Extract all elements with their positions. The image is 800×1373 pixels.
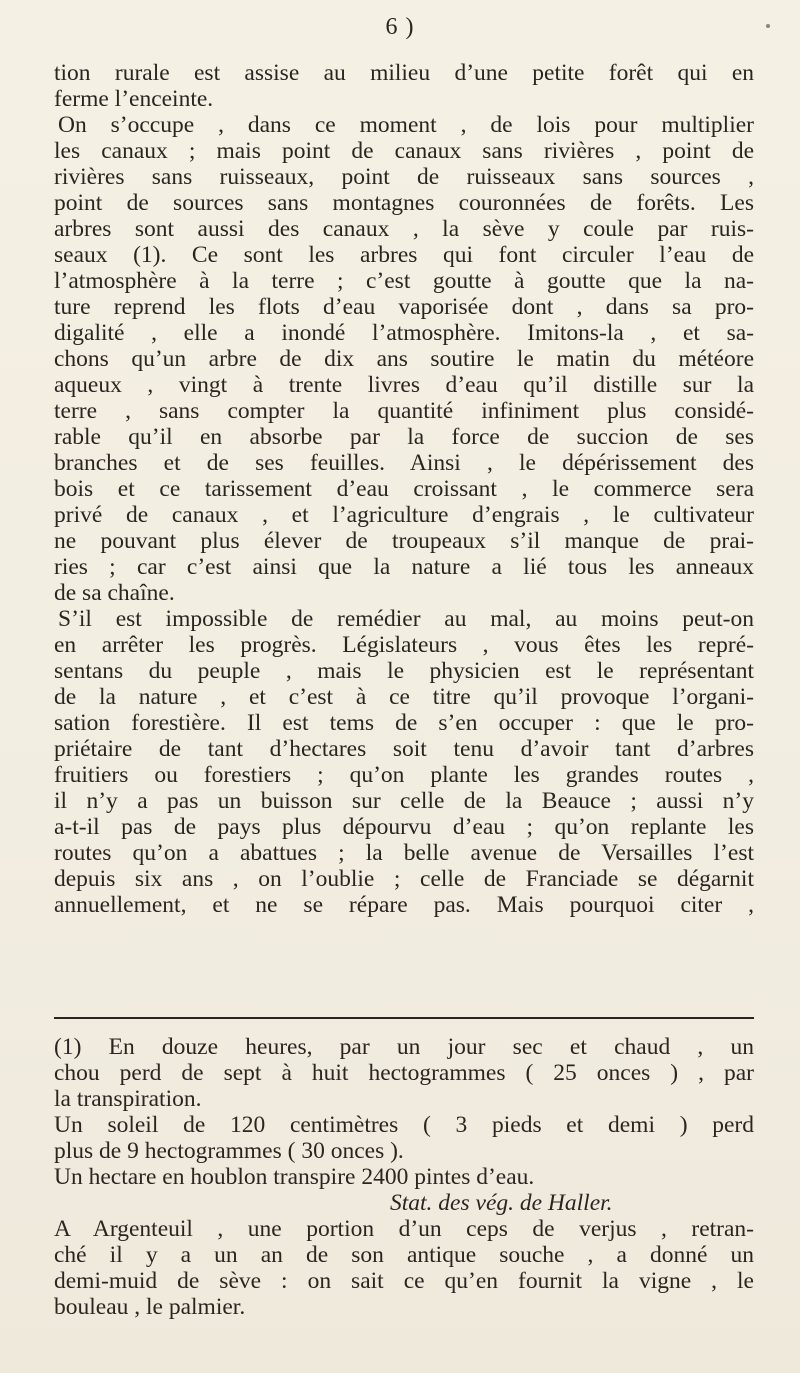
text-line: annuellement, et ne se répare pas. Mais pourquoi citer ,	[54, 892, 754, 918]
footnote-line: la transpiration.	[54, 1086, 202, 1112]
text-line: fruitiers ou forestiers ; qu’on plante les grandes routes ,	[54, 762, 754, 788]
text-line: sentans du peuple , mais le physicien est le représentant	[54, 658, 754, 684]
footnote-line: plus de 9 hectogrammes ( 30 onces ).	[54, 1138, 404, 1164]
footnote-line: demi-muid de sève : on sait ce qu’en fournit la vigne , le	[54, 1268, 754, 1294]
text-line: bois et ce tarissement d’eau croissant , le commerce sera	[54, 476, 754, 502]
footnotes	[54, 1034, 754, 1320]
text-line: S’il est impossible de remédier au mal, au moins peut-on	[58, 606, 754, 632]
footnote-line: bouleau , le palmier.	[54, 1294, 246, 1320]
text-line: arbres sont aussi des canaux , la sève y coule par ruis-	[54, 216, 754, 242]
footnote-line: ché il y a un an de son antique souche , a donné un	[54, 1242, 754, 1268]
text-line: point de sources sans montagnes couronnées de forêts. Les	[54, 190, 754, 216]
page-number: 6 )	[385, 14, 415, 40]
footnote-line: (1) En douze heures, par un jour sec et chaud , un	[54, 1034, 754, 1060]
text-line: branches et de ses feuilles. Ainsi , le dépérissement des	[54, 450, 754, 476]
text-line: a-t-il pas de pays plus dépourvu d’eau ; qu’on replante les	[54, 814, 754, 840]
text-line: depuis six ans , on l’oublie ; celle de Franciade se dégarnit	[54, 866, 754, 892]
footnote-line: Un soleil de 120 centimètres ( 3 pieds et demi ) perd	[54, 1112, 754, 1138]
text-line: de sa chaîne.	[54, 580, 175, 606]
text-line: privé de canaux , et l’agriculture d’engrais , le cultivateur	[54, 502, 754, 528]
text-line: ries ; car c’est ainsi que la nature a lié tous les anneaux	[54, 554, 754, 580]
text-line: routes qu’on a abattues ; la belle avenue de Versailles l’est	[54, 840, 754, 866]
text-line: ne pouvant plus élever de troupeaux s’il manque de prai-	[54, 528, 754, 554]
footnote-source: Stat. des vég. de Haller.	[390, 1190, 613, 1216]
text-line: rable qu’il en absorbe par la force de succion de ses	[54, 424, 754, 450]
footnote-divider	[54, 1017, 754, 1019]
text-line: On s’occupe , dans ce moment , de lois pour multiplier	[58, 112, 754, 138]
main-text	[54, 60, 754, 918]
text-line: en arrêter les progrès. Législateurs , vous êtes les repré-	[54, 632, 754, 658]
text-line: sation forestière. Il est tems de s’en occuper : que le pro-	[54, 710, 754, 736]
text-line: priétaire de tant d’hectares soit tenu d’avoir tant d’arbres	[54, 736, 754, 762]
text-line: digalité , elle a inondé l’atmosphère. Imitons-la , et sa-	[54, 320, 754, 346]
text-line: ferme l’enceinte.	[54, 86, 214, 112]
text-line: de la nature , et c’est à ce titre qu’il provoque l’organi-	[54, 684, 754, 710]
text-line: seaux (1). Ce sont les arbres qui font circuler l’eau de	[54, 242, 754, 268]
text-line: terre , sans compter la quantité infiniment plus considé-	[54, 398, 754, 424]
text-line: chons qu’un arbre de dix ans soutire le matin du météore	[54, 346, 754, 372]
text-line: il n’y a pas un buisson sur celle de la Beauce ; aussi n’y	[54, 788, 754, 814]
text-line: aqueux , vingt à trente livres d’eau qu’il distille sur la	[54, 372, 754, 398]
footnote-line: A Argenteuil , une portion d’un ceps de verjus , retran-	[54, 1216, 754, 1242]
footnote-line: chou perd de sept à huit hectogrammes ( 25 onces ) , par	[54, 1060, 754, 1086]
text-line: ture reprend les flots d’eau vaporisée dont , dans sa pro-	[54, 294, 754, 320]
ink-speck	[766, 24, 770, 28]
text-line: les canaux ; mais point de canaux sans rivières , point de	[54, 138, 754, 164]
text-line: l’atmosphère à la terre ; c’est goutte à goutte que la na-	[54, 268, 754, 294]
footnote-line: Un hectare en houblon transpire 2400 pintes d’eau.	[54, 1164, 535, 1190]
text-line: rivières sans ruisseaux, point de ruisseaux sans sources ,	[54, 164, 754, 190]
text-line: tion rurale est assise au milieu d’une petite forêt qui en	[54, 60, 754, 86]
